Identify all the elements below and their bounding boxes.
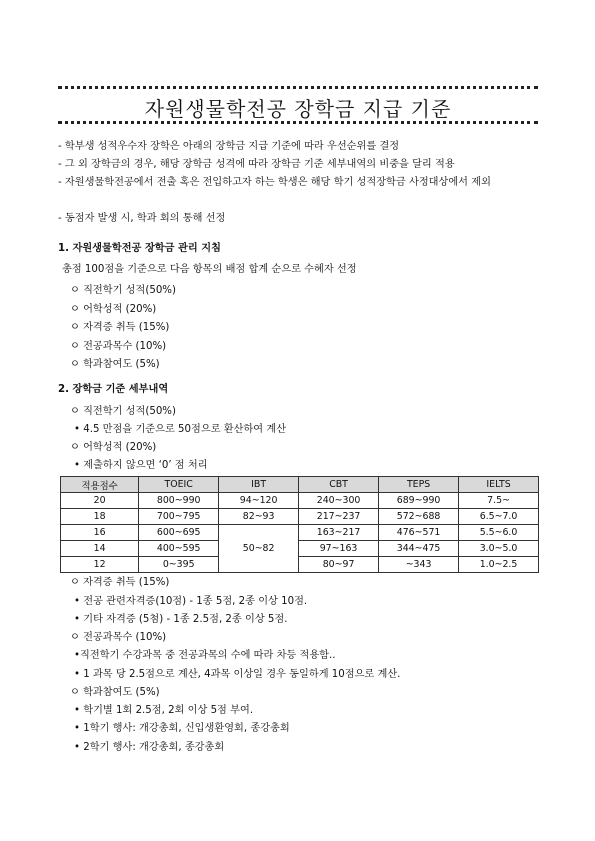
table-header-cell: TOEIC <box>139 477 219 493</box>
section2-language-item: ㅇ 어학성적 (20%) <box>70 442 157 453</box>
section1-item-participation: ㅇ 학과참여도 (5%) <box>70 359 160 370</box>
section2-participation-note-3: • 2학기 행사: 개강총회, 종강총회 <box>74 742 225 753</box>
table-cell: 80~97 <box>299 557 379 573</box>
intro-line-4: - 동점자 발생 시, 학과 회의 통해 선정 <box>58 213 226 224</box>
table-header-cell: IELTS <box>459 477 539 493</box>
table-cell: 97~163 <box>299 541 379 557</box>
table-header-cell: CBT <box>299 477 379 493</box>
table-cell: 344~475 <box>379 541 459 557</box>
table-header-cell: TEPS <box>379 477 459 493</box>
table-cell: 600~695 <box>139 525 219 541</box>
table-cell: 14 <box>61 541 139 557</box>
section2-major-courses-note-2: • 1 과목 당 2.5점으로 계산, 4과목 이상일 경우 동일하게 10점으로 계산. <box>74 669 401 680</box>
section1-item-language: ㅇ 어학성적 (20%) <box>70 304 157 315</box>
table-row <box>61 557 539 573</box>
section1-description: 총점 100점을 기준으로 다음 항목의 배점 합계 순으로 수혜자 선정 <box>62 264 357 275</box>
intro-line-2: - 그 외 장학금의 경우, 해당 장학금 성격에 따라 장학금 기준 세부내역의 비중을 달리 적용 <box>58 159 455 170</box>
section2-certificate-note-1: • 전공 관련자격증(10점) - 1종 5점, 2종 이상 10점. <box>74 596 308 607</box>
table-cell: 217~237 <box>299 509 379 525</box>
section2-major-courses-item: ㅇ 전공과목수 (10%) <box>70 632 167 643</box>
table-cell: 700~795 <box>139 509 219 525</box>
table-cell: 572~688 <box>379 509 459 525</box>
title-bottom-dotted-rule <box>58 121 538 124</box>
section2-participation-note-2: • 1학기 행사: 개강총회, 신입생환영회, 종강총회 <box>74 723 290 734</box>
table-row <box>61 525 539 541</box>
section1-item-major-courses: ㅇ 전공과목수 (10%) <box>70 341 167 352</box>
table-cell: 94~120 <box>219 493 299 509</box>
table-cell-merged: 50~82 <box>219 525 299 573</box>
section2-grade-item: ㅇ 직전학기 성적(50%) <box>70 406 176 417</box>
table-row <box>61 493 539 509</box>
table-header-cell: IBT <box>219 477 299 493</box>
table-cell: 6.5~7.0 <box>459 509 539 525</box>
intro-line-3: - 자원생물학전공에서 전출 혹은 전입하고자 하는 학생은 해당 학기 성적장학금 사정대상에서 제외 <box>58 177 491 188</box>
table-cell: ~343 <box>379 557 459 573</box>
table-cell: 0~395 <box>139 557 219 573</box>
section1-item-grade: ㅇ 직전학기 성적(50%) <box>70 285 176 296</box>
section1-heading: 1. 자원생물학전공 장학금 관리 지침 <box>58 243 221 254</box>
section2-heading: 2. 장학금 기준 세부내역 <box>58 384 169 395</box>
table-cell: 20 <box>61 493 139 509</box>
table-cell: 12 <box>61 557 139 573</box>
table-cell: 7.5~ <box>459 493 539 509</box>
section1-item-certificate: ㅇ 자격증 취득 (15%) <box>70 322 170 333</box>
table-row <box>61 509 539 525</box>
section2-certificate-note-2: • 기타 자격증 (5첨) - 1종 2.5점, 2종 이상 5점. <box>74 614 288 625</box>
language-score-table <box>60 476 539 573</box>
table-cell: 3.0~5.0 <box>459 541 539 557</box>
table-cell: 16 <box>61 525 139 541</box>
document-title: 자원생물학전공 장학금 지급 기준 <box>144 97 452 121</box>
table-cell: 18 <box>61 509 139 525</box>
table-header-cell: 적용점수 <box>61 477 139 493</box>
section2-major-courses-note-1: •직전학기 수강과목 중 전공과목의 수에 따라 차등 적용함.. <box>74 650 336 661</box>
section2-grade-note: • 4.5 만점을 기준으로 50점으로 환산하여 계산 <box>74 424 287 435</box>
section2-certificate-item: ㅇ 자격증 취득 (15%) <box>70 577 170 588</box>
table-cell: 800~990 <box>139 493 219 509</box>
intro-line-1: - 학부생 성적우수자 장학은 아래의 장학금 지급 기준에 따라 우선순위를 결정 <box>58 141 400 152</box>
section2-language-note: • 제출하지 않으면 ‘0’ 점 처리 <box>74 460 208 471</box>
section2-participation-item: ㅇ 학과참여도 (5%) <box>70 687 160 698</box>
table-header-row <box>61 477 539 493</box>
table-cell: 1.0~2.5 <box>459 557 539 573</box>
title-top-dotted-rule <box>58 86 538 89</box>
table-cell: 400~595 <box>139 541 219 557</box>
table-cell: 689~990 <box>379 493 459 509</box>
table-cell: 5.5~6.0 <box>459 525 539 541</box>
table-cell: 163~217 <box>299 525 379 541</box>
table-row <box>61 541 539 557</box>
table-cell: 476~571 <box>379 525 459 541</box>
table-cell: 82~93 <box>219 509 299 525</box>
table-cell: 240~300 <box>299 493 379 509</box>
section2-participation-note-1: • 학기별 1회 2.5점, 2회 이상 5점 부여. <box>74 705 254 716</box>
